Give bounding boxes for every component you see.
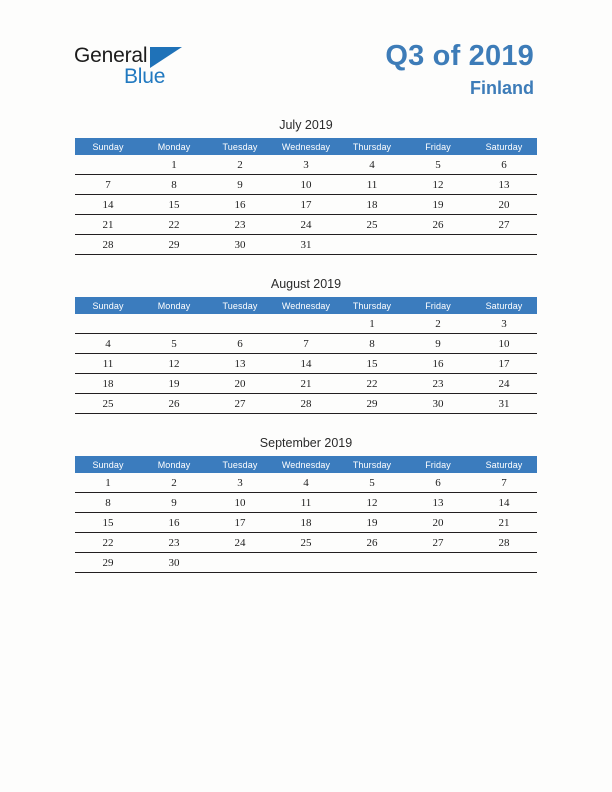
day-cell[interactable]: 18	[75, 374, 141, 394]
day-cell[interactable]: 30	[141, 553, 207, 573]
month-title: September 2019	[259, 436, 353, 450]
day-cell[interactable]: 9	[405, 334, 471, 354]
day-cell-empty	[75, 314, 141, 334]
day-cell[interactable]: 26	[141, 394, 207, 414]
day-cell[interactable]: 25	[273, 533, 339, 553]
weekday-header-monday: Monday	[141, 138, 207, 155]
day-cell[interactable]: 16	[405, 354, 471, 374]
month-block	[75, 118, 537, 255]
week-row	[75, 553, 537, 573]
week-row	[75, 354, 537, 374]
weekday-header-thursday: Thursday	[339, 297, 405, 314]
day-cell-empty	[471, 235, 537, 255]
day-cell[interactable]: 14	[273, 354, 339, 374]
day-cell[interactable]: 2	[405, 314, 471, 334]
month-title: August 2019	[270, 277, 342, 291]
day-cell[interactable]: 3	[273, 155, 339, 175]
day-cell[interactable]: 1	[339, 314, 405, 334]
day-cell[interactable]: 4	[339, 155, 405, 175]
day-cell[interactable]: 23	[207, 215, 273, 235]
week-row	[75, 155, 537, 175]
month-block	[75, 277, 537, 414]
day-cell[interactable]: 9	[207, 175, 273, 195]
logo-text-general: General	[74, 44, 148, 67]
day-cell-empty	[273, 314, 339, 334]
day-cell[interactable]: 7	[75, 175, 141, 195]
week-row	[75, 195, 537, 215]
day-cell[interactable]: 17	[207, 513, 273, 533]
day-cell-empty	[207, 553, 273, 573]
day-cell[interactable]: 12	[141, 354, 207, 374]
day-cell[interactable]: 9	[141, 493, 207, 513]
day-cell[interactable]: 13	[405, 493, 471, 513]
weekday-header-sunday: Sunday	[75, 456, 141, 473]
day-cell[interactable]: 24	[273, 215, 339, 235]
day-cell-empty	[339, 235, 405, 255]
day-cell[interactable]: 27	[471, 215, 537, 235]
week-row	[75, 493, 537, 513]
day-cell[interactable]: 27	[405, 533, 471, 553]
page-header	[0, 0, 612, 118]
week-row	[75, 533, 537, 553]
day-cell[interactable]: 19	[339, 513, 405, 533]
weekday-header-wednesday: Wednesday	[273, 456, 339, 473]
month-calendar-table	[75, 456, 537, 573]
day-cell-empty	[405, 553, 471, 573]
day-cell[interactable]: 20	[207, 374, 273, 394]
weekday-header-saturday: Saturday	[471, 138, 537, 155]
day-cell[interactable]: 31	[471, 394, 537, 414]
day-cell[interactable]: 11	[273, 493, 339, 513]
day-cell[interactable]: 29	[339, 394, 405, 414]
day-cell[interactable]: 19	[141, 374, 207, 394]
weekday-header-row	[75, 456, 537, 473]
day-cell[interactable]: 2	[207, 155, 273, 175]
week-row	[75, 235, 537, 255]
weekday-header-friday: Friday	[405, 138, 471, 155]
day-cell[interactable]: 6	[471, 155, 537, 175]
day-cell[interactable]: 24	[471, 374, 537, 394]
day-cell[interactable]: 26	[339, 533, 405, 553]
day-cell[interactable]: 19	[405, 195, 471, 215]
weekday-header-monday: Monday	[141, 297, 207, 314]
day-cell[interactable]: 23	[405, 374, 471, 394]
weekday-header-wednesday: Wednesday	[273, 297, 339, 314]
day-cell[interactable]: 15	[141, 195, 207, 215]
weekday-header-tuesday: Tuesday	[207, 297, 273, 314]
weekday-header-tuesday: Tuesday	[207, 456, 273, 473]
title-block	[385, 40, 534, 100]
day-cell-empty	[339, 553, 405, 573]
country-subtitle: Finland	[470, 78, 534, 99]
day-cell[interactable]: 27	[207, 394, 273, 414]
day-cell[interactable]: 8	[75, 493, 141, 513]
week-row	[75, 334, 537, 354]
day-cell[interactable]: 15	[339, 354, 405, 374]
day-cell[interactable]: 6	[207, 334, 273, 354]
day-cell[interactable]: 7	[471, 473, 537, 493]
logo-text-blue: Blue	[124, 65, 166, 88]
day-cell[interactable]: 10	[471, 334, 537, 354]
day-cell[interactable]: 28	[471, 533, 537, 553]
day-cell[interactable]: 31	[273, 235, 339, 255]
day-cell[interactable]: 1	[75, 473, 141, 493]
day-cell[interactable]: 15	[75, 513, 141, 533]
day-cell[interactable]: 17	[471, 354, 537, 374]
day-cell[interactable]: 18	[339, 195, 405, 215]
day-cell[interactable]: 18	[273, 513, 339, 533]
day-cell[interactable]: 21	[471, 513, 537, 533]
day-cell[interactable]: 3	[207, 473, 273, 493]
weekday-header-thursday: Thursday	[339, 138, 405, 155]
weekday-header-row	[75, 138, 537, 155]
weekday-header-friday: Friday	[405, 297, 471, 314]
day-cell-empty	[75, 155, 141, 175]
weekday-header-sunday: Sunday	[75, 297, 141, 314]
week-row	[75, 175, 537, 195]
weekday-header-saturday: Saturday	[471, 297, 537, 314]
brand-logo	[74, 44, 244, 96]
day-cell[interactable]: 11	[339, 175, 405, 195]
day-cell[interactable]: 13	[471, 175, 537, 195]
week-row	[75, 473, 537, 493]
day-cell[interactable]: 3	[471, 314, 537, 334]
month-title: July 2019	[279, 118, 333, 132]
day-cell[interactable]: 29	[141, 235, 207, 255]
weekday-header-saturday: Saturday	[471, 456, 537, 473]
day-cell-empty	[471, 553, 537, 573]
weekday-header-sunday: Sunday	[75, 138, 141, 155]
day-cell[interactable]: 22	[75, 533, 141, 553]
week-row	[75, 374, 537, 394]
day-cell[interactable]: 5	[141, 334, 207, 354]
weekday-header-row	[75, 297, 537, 314]
day-cell[interactable]: 21	[75, 215, 141, 235]
week-row	[75, 513, 537, 533]
day-cell-empty	[141, 314, 207, 334]
weekday-header-wednesday: Wednesday	[273, 138, 339, 155]
day-cell[interactable]: 5	[339, 473, 405, 493]
day-cell[interactable]: 24	[207, 533, 273, 553]
day-cell[interactable]: 1	[141, 155, 207, 175]
day-cell[interactable]: 4	[273, 473, 339, 493]
day-cell[interactable]: 12	[405, 175, 471, 195]
week-row	[75, 215, 537, 235]
day-cell[interactable]: 30	[405, 394, 471, 414]
month-calendar-table	[75, 138, 537, 255]
day-cell[interactable]: 4	[75, 334, 141, 354]
day-cell[interactable]: 12	[339, 493, 405, 513]
weekday-header-friday: Friday	[405, 456, 471, 473]
day-cell[interactable]: 16	[141, 513, 207, 533]
day-cell[interactable]: 8	[339, 334, 405, 354]
day-cell[interactable]: 6	[405, 473, 471, 493]
day-cell[interactable]: 14	[75, 195, 141, 215]
day-cell[interactable]: 11	[75, 354, 141, 374]
day-cell[interactable]: 7	[273, 334, 339, 354]
day-cell[interactable]: 30	[207, 235, 273, 255]
page-title: Q3 of 2019	[385, 40, 534, 72]
day-cell[interactable]: 28	[273, 394, 339, 414]
day-cell[interactable]: 14	[471, 493, 537, 513]
weekday-header-tuesday: Tuesday	[207, 138, 273, 155]
day-cell[interactable]: 5	[405, 155, 471, 175]
day-cell[interactable]: 13	[207, 354, 273, 374]
day-cell[interactable]: 20	[405, 513, 471, 533]
day-cell[interactable]: 10	[207, 493, 273, 513]
day-cell[interactable]: 25	[339, 215, 405, 235]
day-cell[interactable]: 8	[141, 175, 207, 195]
month-list	[0, 118, 612, 595]
day-cell-empty	[405, 235, 471, 255]
day-cell[interactable]: 16	[207, 195, 273, 215]
day-cell[interactable]: 23	[141, 533, 207, 553]
day-cell[interactable]: 28	[75, 235, 141, 255]
day-cell[interactable]: 2	[141, 473, 207, 493]
day-cell[interactable]: 26	[405, 215, 471, 235]
day-cell[interactable]: 25	[75, 394, 141, 414]
day-cell[interactable]: 10	[273, 175, 339, 195]
day-cell[interactable]: 22	[141, 215, 207, 235]
month-calendar-table	[75, 297, 537, 414]
week-row	[75, 314, 537, 334]
month-block	[75, 436, 537, 573]
day-cell-empty	[207, 314, 273, 334]
day-cell[interactable]: 22	[339, 374, 405, 394]
weekday-header-monday: Monday	[141, 456, 207, 473]
day-cell[interactable]: 21	[273, 374, 339, 394]
day-cell[interactable]: 17	[273, 195, 339, 215]
week-row	[75, 394, 537, 414]
weekday-header-thursday: Thursday	[339, 456, 405, 473]
day-cell-empty	[273, 553, 339, 573]
day-cell[interactable]: 20	[471, 195, 537, 215]
day-cell[interactable]: 29	[75, 553, 141, 573]
